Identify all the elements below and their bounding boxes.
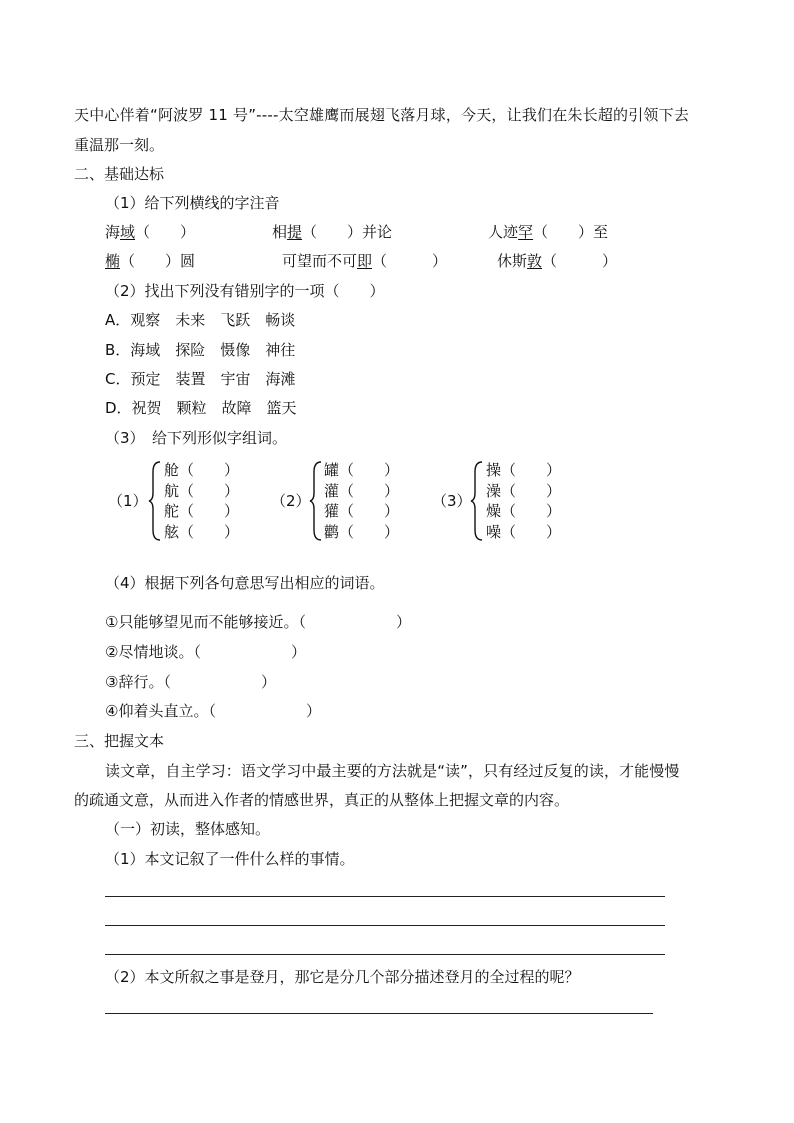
q2-option-d: D．祝贺 颗粒 故障 篮天 xyxy=(105,399,297,417)
answer-line[interactable] xyxy=(105,896,665,897)
pinyin-item-3: 人迹罕（ ）至 xyxy=(488,223,609,241)
group-3-item: 燥（ ） xyxy=(486,502,562,520)
s3-question-2: （2）本文所叙之事是登月，那它是分几个部分描述登月的全过程的呢？ xyxy=(105,968,580,986)
group-2-item: 罐（ ） xyxy=(324,461,400,479)
q3-title: （3） 给下列形似字组词。 xyxy=(105,429,288,447)
group-3-item: 操（ ） xyxy=(486,461,562,479)
group-2-item: 鹳（ ） xyxy=(324,523,400,541)
group-2-item: 灌（ ） xyxy=(324,482,400,500)
answer-line[interactable] xyxy=(105,1013,653,1014)
group-1-item: 舱（ ） xyxy=(164,461,240,479)
group-1-item: 舷（ ） xyxy=(164,523,240,541)
q4-item-3: ③辞行。（ ） xyxy=(105,673,276,691)
s3-question-1: （1）本文记叙了一件什么样的事情。 xyxy=(105,850,355,868)
q4-title: （4）根据下列各句意思写出相应的词语。 xyxy=(105,574,385,592)
q2-option-c: C．预定 装置 宇宙 海滩 xyxy=(105,370,296,388)
q2-option-a: A．观察 未来 飞跃 畅谈 xyxy=(105,311,296,329)
section-2-heading: 二、基础达标 xyxy=(74,165,165,183)
q2-option-b: B．海域 探险 慑像 神往 xyxy=(105,341,296,359)
group-2-label: （2） xyxy=(271,492,311,510)
group-3-label: （3） xyxy=(432,492,472,510)
group-3-item: 噪（ ） xyxy=(486,523,562,541)
q2-title: （2）找出下列没有错别字的一项（ ） xyxy=(105,282,385,300)
pinyin-item-1: 海域（ ） xyxy=(105,223,196,241)
group-1-label: （1） xyxy=(108,492,148,510)
group-1-brace xyxy=(148,460,164,542)
pinyin-item-5: 可望而不可即（ ） xyxy=(282,252,448,270)
section-3-heading: 三、把握文本 xyxy=(74,732,165,750)
section-3-para-line-2: 的疏通文意，从而进入作者的情感世界，真正的从整体上把握文章的内容。 xyxy=(74,791,570,809)
q4-item-1: ①只能够望见而不能够接近。（ ） xyxy=(105,613,411,631)
intro-line-1: 天中心伴着“阿波罗 11 号”----太空雄鹰而展翅飞落月球，今天，让我们在朱长超的引领下去 xyxy=(74,106,690,124)
section-3-para-line-1: 读文章，自主学习：语文学习中最主要的方法就是“读”，只有经过反复的读，才能慢慢 xyxy=(105,762,680,780)
pinyin-item-2: 相提（ ）并论 xyxy=(272,223,393,241)
group-1-item: 舵（ ） xyxy=(164,502,240,520)
subsection-1-heading: （一）初读，整体感知。 xyxy=(105,820,271,838)
pinyin-item-4: 椭（ ）圆 xyxy=(105,252,196,270)
group-3-item: 澡（ ） xyxy=(486,482,562,500)
group-2-brace xyxy=(309,460,325,542)
group-2-item: 獾（ ） xyxy=(324,502,400,520)
intro-line-2: 重温那一刻。 xyxy=(74,136,165,154)
q4-item-4: ④仰着头直立。（ ） xyxy=(105,702,321,720)
pinyin-item-6: 休斯敦（ ） xyxy=(497,252,618,270)
q1-title: （1）给下列横线的字注音 xyxy=(105,194,280,212)
q4-item-2: ②尽情地谈。（ ） xyxy=(105,643,306,661)
answer-line[interactable] xyxy=(105,925,665,926)
group-1-item: 航（ ） xyxy=(164,482,240,500)
answer-line[interactable] xyxy=(105,954,665,955)
group-3-brace xyxy=(470,460,486,542)
